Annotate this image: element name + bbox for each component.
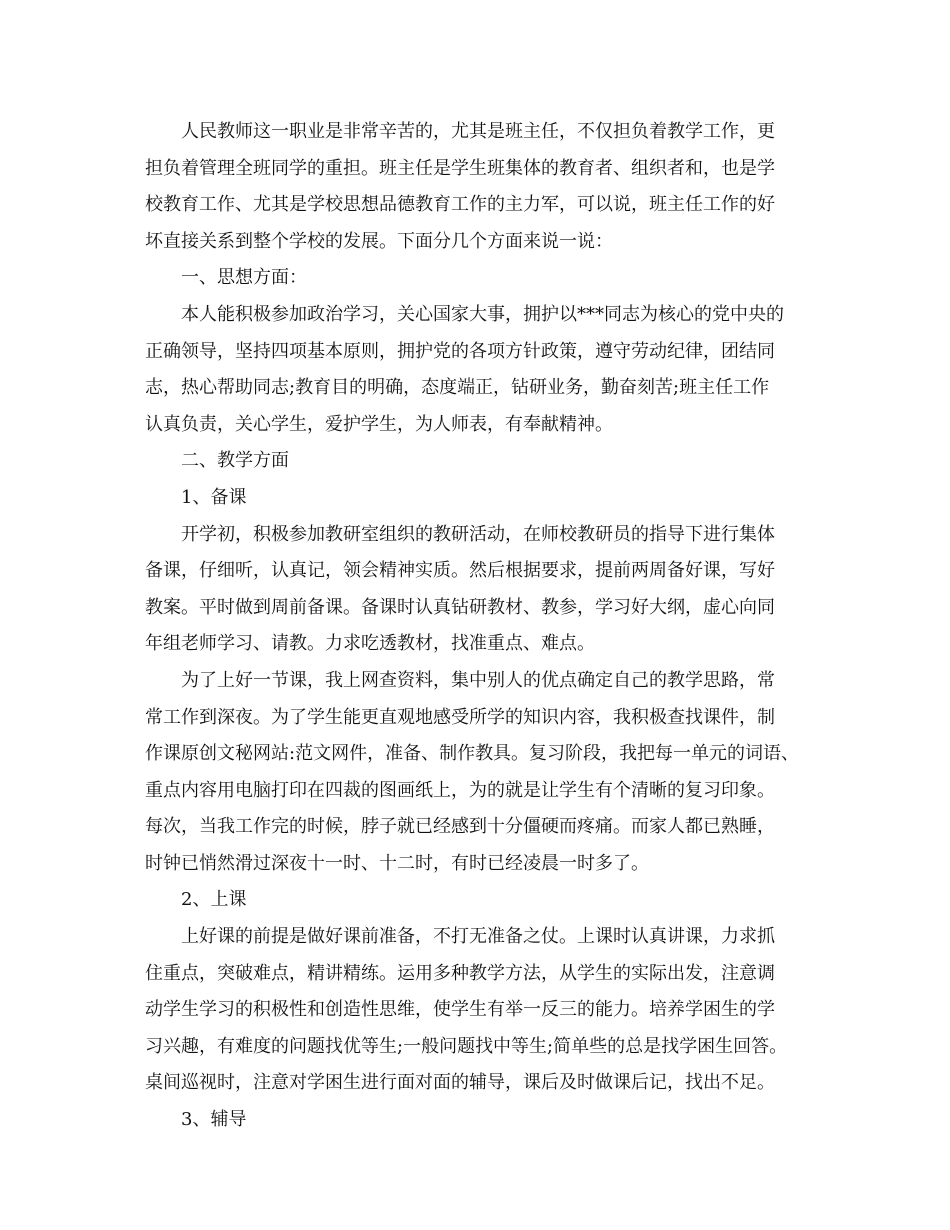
paragraph-first-line: 2、上课 — [181, 889, 247, 911]
document-body — [145, 114, 815, 1139]
paragraph-line: 重点内容用电脑打印在四裁的图画纸上，为的就是让学生有个清晰的复习印象。 — [145, 779, 775, 801]
paragraph-line: 教案。平时做到周前备课。备课时认真钻研教材、教参，学习好大纲，虚心向同 — [145, 596, 775, 618]
paragraph-line: 每次，当我工作完的时候，脖子就已经感到十分僵硬而疼痛。而家人都已熟睡， — [145, 816, 775, 838]
paragraph-line: 作课原创文秘网站:范文网件，准备、制作教具。复习阶段，我把每一单元的词语、 — [145, 743, 800, 765]
paragraph-first-line: 开学初，积极参加教研室组织的教研活动，在师校教研员的指导下进行集体 — [181, 523, 775, 545]
paragraph-line: 校教育工作、尤其是学校思想品德教育工作的主力军，可以说，班主任工作的好 — [145, 194, 775, 216]
paragraph-first-line: 上好课的前提是做好课前准备，不打无准备之仗。上课时认真讲课，力求抓 — [181, 926, 775, 948]
paragraph-line: 认真负责，关心学生，爱护学生，为人师表，有奉献精神。 — [145, 413, 613, 435]
paragraph-first-line: 一、思想方面： — [181, 267, 307, 289]
paragraph-line: 动学生学习的积极性和创造性思维，使学生有举一反三的能力。培养学困生的学 — [145, 999, 775, 1021]
paragraph-line: 常工作到深夜。为了学生能更直观地感受所学的知识内容，我积极查找课件，制 — [145, 706, 775, 728]
paragraph-line: 志，热心帮助同志;教育目的明确，态度端正，钻研业务，勤奋刻苦;班主任工作 — [145, 377, 770, 399]
paragraph-line: 正确领导，坚持四项基本原则，拥护党的各项方针政策，遵守劳动纪律，团结同 — [145, 340, 775, 362]
paragraph-line: 年组老师学习、请教。力求吃透教材，找准重点、难点。 — [145, 633, 595, 655]
paragraph-first-line: 为了上好一节课，我上网查资料，集中别人的优点确定自己的教学思路，常 — [181, 669, 775, 691]
paragraph-line: 备课，仔细听，认真记，领会精神实质。然后根据要求，提前两周备好课，写好 — [145, 560, 775, 582]
paragraph-line: 坏直接关系到整个学校的发展。下面分几个方面来说一说： — [145, 230, 613, 252]
paragraph-line: 习兴趣，有难度的问题找优等生;一般问题找中等生;简单些的总是找学困生回答。 — [145, 1035, 788, 1057]
paragraph-first-line: 二、教学方面 — [181, 450, 289, 472]
paragraph-line: 桌间巡视时，注意对学困生进行面对面的辅导，课后及时做课后记，找出不足。 — [145, 1072, 775, 1094]
paragraph-line: 担负着管理全班同学的重担。班主任是学生班集体的教育者、组织者和，也是学 — [145, 157, 775, 179]
paragraph-first-line: 3、辅导 — [181, 1109, 247, 1131]
paragraph-line: 住重点，突破难点，精讲精练。运用多种教学方法，从学生的实际出发，注意调 — [145, 962, 775, 984]
paragraph-first-line: 1、备课 — [181, 486, 247, 508]
paragraph-line: 时钟已悄然滑过深夜十一时、十二时，有时已经凌晨一时多了。 — [145, 852, 649, 874]
paragraph-first-line: 人民教师这一职业是非常辛苦的，尤其是班主任，不仅担负着教学工作，更 — [181, 121, 775, 142]
paragraph-first-line: 本人能积极参加政治学习，关心国家大事，拥护以***同志为核心的党中央的 — [181, 303, 784, 325]
